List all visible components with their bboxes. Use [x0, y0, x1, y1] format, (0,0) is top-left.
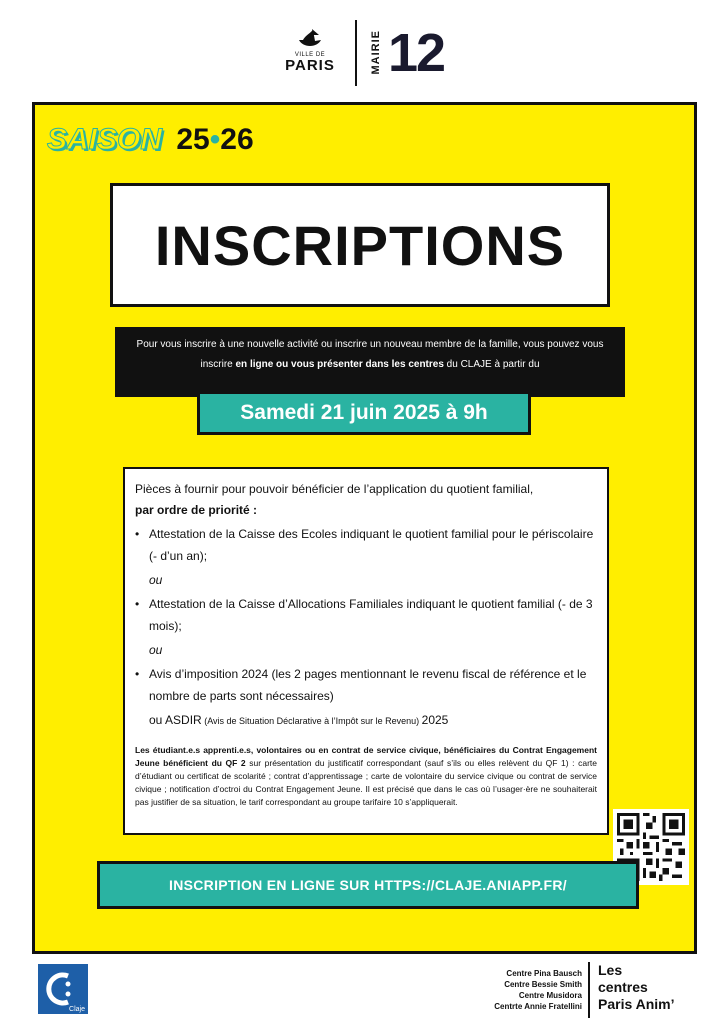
- bullet-icon: •: [135, 527, 140, 541]
- info-box: [115, 327, 625, 397]
- footer-divider: [588, 962, 590, 1018]
- online-registration-link[interactable]: [97, 861, 639, 909]
- saison-heading: [47, 123, 254, 157]
- mairie-number: 12: [388, 23, 445, 83]
- list-item: [135, 593, 597, 637]
- asdir-main: ou ASDIR: [149, 713, 202, 727]
- brand-line: Paris Anim’: [598, 996, 675, 1012]
- brand-line: Les: [598, 962, 623, 978]
- saison-dot: •: [209, 123, 221, 156]
- centre-name: Centre Musidora: [518, 991, 582, 1000]
- ville-de-paris-logo: [280, 26, 340, 90]
- info-text-1: Pour vous inscrire à une nouvelle activité ou inscrire un nouveau membre de la famille, vous pouvez vous inscrire: [136, 339, 604, 370]
- brand-line: centres: [598, 979, 648, 995]
- claje-logo: [38, 964, 88, 1014]
- saison-year-2: 26: [220, 123, 254, 156]
- saison-years: [176, 123, 253, 156]
- documents-priority: par ordre de priorité :: [135, 503, 258, 517]
- title-box: [110, 183, 610, 307]
- paris-big-text: PARIS: [285, 57, 335, 74]
- list-item-text: Attestation de la Caisse d’Allocations Familiales indiquant le quotient familial (- de 3 mois);: [149, 597, 593, 633]
- list-item-text: Attestation de la Caisse des Ecoles indiquant le quotient familial pour le périscolaire (- d’un an);: [149, 527, 594, 563]
- saison-word: SAISON: [47, 123, 163, 156]
- list-item: [135, 523, 597, 567]
- bullet-icon: •: [135, 667, 140, 681]
- fine-print-bold: Les étudiant.e.s apprenti.e.s, volontaires ou en contrat de service civique, bénéficiaires du Contrat Engagement Jeune bénéficient du QF 2: [135, 745, 597, 768]
- asdir-line: [135, 709, 597, 732]
- header: [0, 18, 724, 88]
- page-title: INSCRIPTIONS: [154, 213, 566, 277]
- date-text: Samedi 21 juin 2025 à 9h: [240, 401, 488, 424]
- centre-name: Centrte Annie Fratellini: [494, 1002, 582, 1011]
- documents-box: [123, 467, 609, 835]
- centre-name: Centre Pina Bausch: [506, 969, 582, 978]
- date-banner: [197, 391, 531, 435]
- paris-small-text: VILLE DE: [294, 52, 326, 58]
- fine-print: [135, 744, 597, 809]
- bullet-icon: •: [135, 597, 140, 611]
- mairie-word: MAIRIE: [370, 30, 382, 75]
- centres-list: [494, 968, 582, 1012]
- info-text-2: du CLAJE à partir du: [443, 359, 540, 370]
- ou-separator: ou: [149, 573, 163, 587]
- asdir-year: 2025: [421, 713, 449, 727]
- poster: [32, 102, 697, 954]
- saison-year-1: 25: [176, 123, 210, 156]
- paris-ship-icon: [295, 26, 325, 52]
- online-registration-text: INSCRIPTION EN LIGNE SUR HTTPS://CLAJE.ANIAPP.FR/: [169, 877, 567, 893]
- claje-label: Claje: [69, 1006, 85, 1013]
- asdir-small: (Avis de Situation Déclarative à l’Impôt sur le Revenu): [201, 716, 422, 726]
- documents-intro: Pièces à fournir pour pouvoir bénéficier de l’application du quotient familial,: [135, 482, 534, 496]
- list-item-text: Avis d’imposition 2024 (les 2 pages mentionnant le revenu fiscal de référence et le nombre de parts sont nécessaires): [149, 667, 587, 703]
- centre-name: Centre Bessie Smith: [504, 980, 582, 989]
- paris-anim-brand: [598, 962, 675, 1013]
- info-text-bold: en ligne ou vous présenter dans les centres: [235, 359, 444, 370]
- ou-separator: ou: [149, 643, 163, 657]
- header-divider: [355, 20, 357, 86]
- fine-print-rest: sur présentation du justificatif correspondant (sauf s’ils ou elles relèvent du QF 1) : carte d’étudiant ou certificat de scolarité ; contrat d’apprentissage ; carte de volontaire du service civique ou contrat de service civique ; notification d’octroi du Contrat Engagement Jeune. Il est précisé que dans le cas où l’usager·ère ne souhaiterait pas justifier de sa situation, le tarif correspondant au groupe tarifaire 10 s’appliquerait.: [135, 758, 597, 807]
- list-item: [135, 663, 597, 707]
